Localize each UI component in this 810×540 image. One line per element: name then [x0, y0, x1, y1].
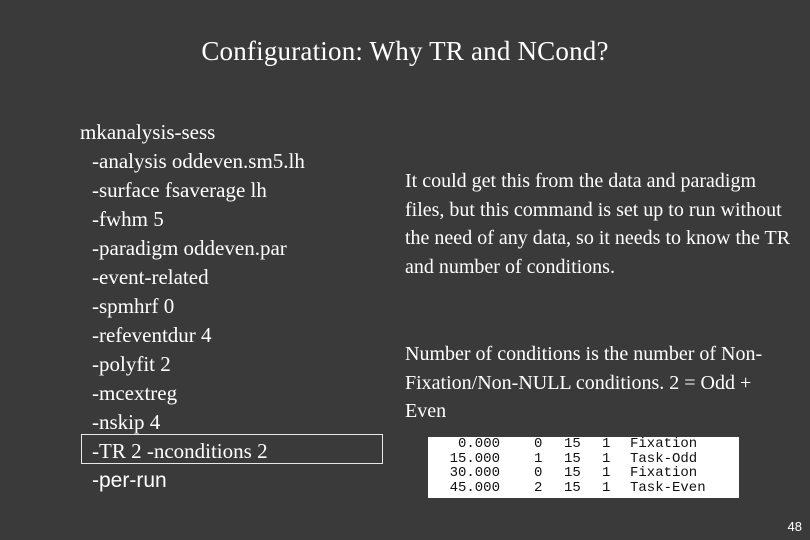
table-row [428, 437, 739, 452]
option-nskip: -nskip 4 [92, 410, 161, 434]
option-polyfit: -polyfit 2 [92, 352, 171, 376]
option-surface: -surface fsaverage lh [92, 178, 267, 202]
option-tr-nconditions: -TR 2 -nconditions 2 [92, 439, 268, 463]
note-paragraph-2: Number of conditions is the number of Non-Fixation/Non-NULL conditions. 2 = Odd + Even [405, 343, 763, 422]
option-per-run: -per-run [92, 469, 167, 492]
weight-cell: 1 [602, 450, 611, 467]
weight-cell: 1 [602, 479, 611, 496]
label-cell: Fixation [630, 437, 698, 452]
label-cell: Task-Even [630, 479, 706, 496]
duration-cell: 15 [564, 465, 581, 481]
option-event-related: -event-related [92, 265, 209, 289]
note-paragraph-1: It could get this from the data and paradigm files, but this command is set up to run without the need of any data, so it needs to know the TR and number of conditions. [405, 170, 791, 278]
condition-cell: 0 [534, 465, 543, 481]
option-spmhrf: -spmhrf 0 [92, 294, 175, 318]
page-number: 48 [787, 519, 802, 534]
onset-cell: 0.000 [457, 437, 500, 452]
label-cell: Fixation [630, 465, 698, 481]
onset-cell: 45.000 [449, 479, 500, 496]
table-row [428, 466, 739, 481]
onset-cell: 15.000 [449, 450, 500, 467]
command-name: mkanalysis-sess [80, 120, 216, 144]
paradigm-file-table [428, 437, 739, 498]
option-paradigm: -paradigm oddeven.par [92, 236, 287, 260]
option-mcextreg: -mcextreg [92, 381, 178, 405]
option-analysis: -analysis oddeven.sm5.lh [92, 149, 305, 173]
duration-cell: 15 [564, 479, 581, 496]
table-row [428, 452, 739, 467]
duration-cell: 15 [564, 437, 581, 452]
condition-cell: 2 [534, 479, 543, 496]
option-fwhm: -fwhm 5 [92, 207, 164, 231]
onset-cell: 30.000 [449, 465, 500, 481]
weight-cell: 1 [602, 437, 611, 452]
table-row [428, 481, 739, 496]
option-refeventdur: -refeventdur 4 [92, 323, 212, 347]
highlight-box [81, 434, 383, 464]
weight-cell: 1 [602, 465, 611, 481]
label-cell: Task-Odd [630, 450, 698, 467]
duration-cell: 15 [564, 450, 581, 467]
condition-cell: 0 [534, 437, 543, 452]
condition-cell: 1 [534, 450, 543, 467]
slide-title: Configuration: Why TR and NCond? [201, 36, 609, 66]
